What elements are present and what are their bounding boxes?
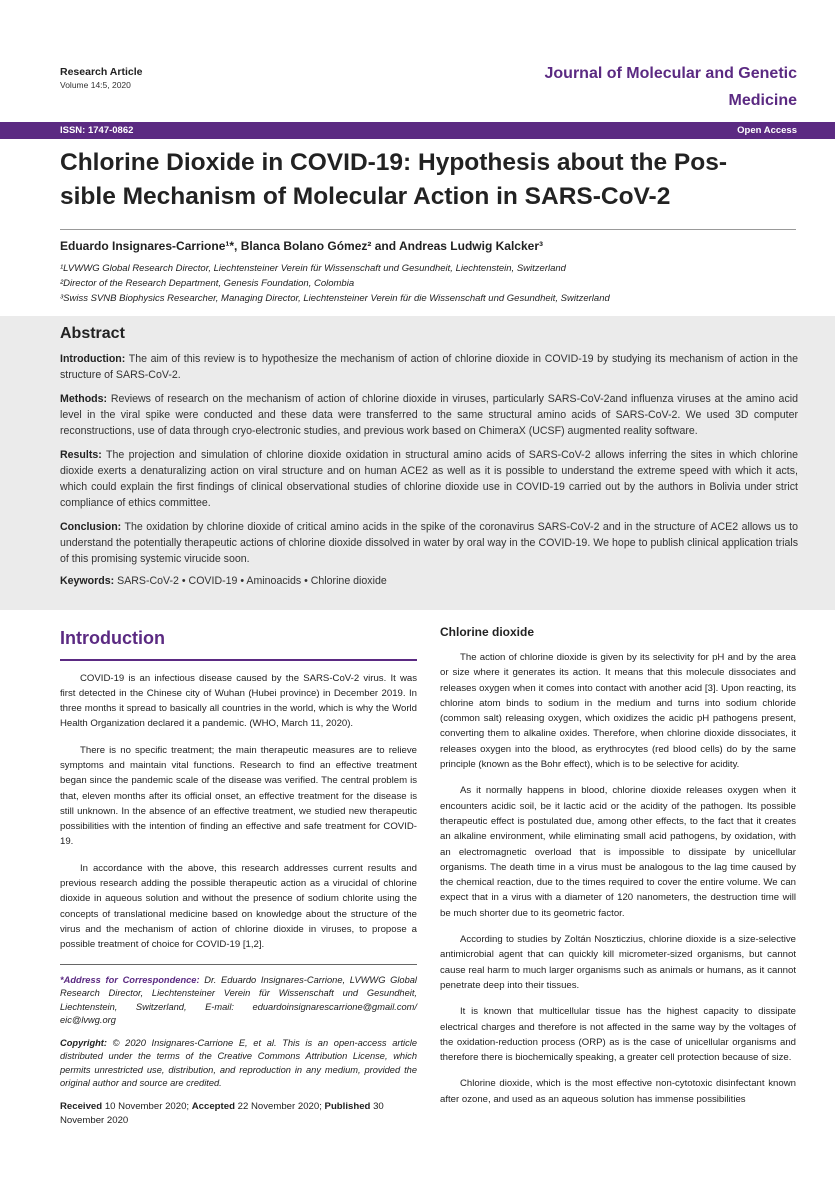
abstract-conclusion xyxy=(60,519,798,567)
abstract-results-text: The projection and simulation of chlorine dioxide oxidation in structural amino acids of SARS-CoV-2 allows inferring the sites in which chlorine dioxide exerts a denaturalizing action on viral structure and on human ACE2 as well as it is possible to understand the extreme speed with which it acts, which could explain the first findings of clinical observational studies of chlorine dioxide use in COVID-19 carried out by the authors in Bolivia under strict compliance of ethics committee. xyxy=(60,449,798,509)
affiliations xyxy=(60,261,610,306)
abstract-introduction-text: The aim of this review is to hypothesize the mechanism of action of chlorine dioxide in COVID-19 by studying its mechanism of action in the structure of SARS-CoV-2. xyxy=(60,353,798,381)
abstract-methods-label: Methods: xyxy=(60,393,108,405)
article-type: Research Article xyxy=(60,66,143,78)
abstract-introduction-label: Introduction: xyxy=(60,353,126,365)
published-date: 30 November 2020 xyxy=(60,1100,384,1126)
journal-name-line1: Journal of Molecular and Genetic xyxy=(544,65,797,82)
abstract-results-label: Results: xyxy=(60,449,102,461)
author-list: Eduardo Insignares-Carrione¹*, Blanca Bolano Gómez² and Andreas Ludwig Kalcker³ xyxy=(60,239,543,253)
copyright-note xyxy=(60,1037,417,1091)
correspondence-label: *Address for Correspondence: xyxy=(60,974,200,985)
received-date: 10 November 2020; xyxy=(104,1100,190,1112)
affiliation-2: ²Director of the Research Department, Genesis Foundation, Colombia xyxy=(60,278,355,289)
paper-title-line2: sible Mechanism of Molecular Action in SARS-CoV-2 xyxy=(60,183,671,210)
accepted-label: Accepted xyxy=(191,1100,235,1112)
abstract-methods xyxy=(60,391,798,439)
introduction-heading: Introduction xyxy=(60,628,165,648)
received-label: Received xyxy=(60,1100,103,1112)
introduction-paragraph-3: In accordance with the above, this research addresses current results and previous research adding the possible therapeutic action as a virucidal of chlorine dioxide in aqueous solution and without the presence of sodium chlorite using the concepts of translational medicine based on knowledge about the structure of the virus and the mechanism of action of chlorine dioxide in viruses, to propose a possible treatment of choice for COVID-19 [1,2]. xyxy=(60,862,417,951)
copyright-label: Copyright: xyxy=(60,1037,107,1048)
volume-info: Volume 14:5, 2020 xyxy=(60,80,131,90)
publication-dates xyxy=(60,1100,417,1128)
accepted-date: 22 November 2020; xyxy=(237,1100,322,1112)
chlorine-paragraph-2: As it normally happens in blood, chlorine dioxide releases oxygen when it encounters acidic soil, be it lactic acid or the acidity of the pathogen. Its possible therapeutic effect is postulated due, among other effects, to the fact that it creates an alkaline environment, while eliminating small acid pathogens, by oxidation, with an electromagnetic overload that is impossible to dissipate by unicellular organisms. The death time in a virus must be analogous to the lag time caused by the chemical reaction, due to the times required to cover the entire volume. We can expect that in a virus with a diameter of 120 nanometers, the destruction time will be much shorter due to its geometric factor. xyxy=(440,785,796,919)
abstract-section xyxy=(0,316,835,610)
paper-title xyxy=(60,146,800,214)
introduction-paragraph-2: There is no specific treatment; the main therapeutic measures are to relieve symptoms and maintain vital functions. Research to find an effective treatment began since the pandemic scale of the disease was verified. The central problem is that, eleven months after its official onset, an effective treatment for the disease is still unknown. In the absence of an effective treatment, we studied new therapeutic possibilities with the intention of finding an effective and safe treatment for COVID-19. xyxy=(60,744,417,848)
footnote-divider xyxy=(60,964,417,965)
issn: ISSN: 1747-0862 xyxy=(60,125,134,136)
abstract-heading: Abstract xyxy=(60,325,125,342)
correspondence-note xyxy=(60,974,417,1028)
header-band xyxy=(0,122,835,139)
chlorine-paragraph-3: According to studies by Zoltán Noszticzius, chlorine dioxide is a size-selective antimicrobial agent that can quickly kill micrometer-sized organisms, but cannot cause real harm to much larger organisms such as animals or humans, as it cannot penetrate deep into their tissues. xyxy=(440,934,796,991)
keywords xyxy=(60,575,798,587)
abstract-conclusion-label: Conclusion: xyxy=(60,521,122,533)
article-meta xyxy=(60,66,143,90)
abstract-conclusion-text: The oxidation by chlorine dioxide of critical amino acids in the spike of the coronavirus SARS-CoV-2 and in the structure of ACE2 allows us to understand the potentially therapeutic actions of chlorine dioxide dissolved in water by oral way in the COVID-19. We hope to publish clinical application trials of this promising systemic virucide soon. xyxy=(60,521,798,565)
journal-name-line2: Medicine xyxy=(728,92,797,109)
copyright-text: © 2020 Insignares-Carrione E, et al. This is an open-access article distributed under the terms of the Creative Commons Attribution License, which permits unrestricted use, distribution, and reproduction in any medium, provided the original author and source are credited. xyxy=(60,1037,417,1089)
right-column xyxy=(440,625,796,1118)
keywords-label: Keywords: xyxy=(60,575,115,587)
chlorine-paragraph-4: It is known that multicellular tissue has the highest capacity to dissipate electrical charges and therefore is not affected in the same way by the voltages of the oxidation-reduction process (ORP) as is the case of unicellular organisms and therefore there is biochemically speaking, a greater cell protection because of size. xyxy=(440,1006,796,1064)
open-access-label: Open Access xyxy=(737,125,797,136)
correspondence-text: Dr. Eduardo Insignares-Carrione, LVWWG Global Research Director, Liechtensteiner Verein für Wissenschaft und Gesundheit, Liechtenstein, Switzerland, E-mail: eduardoinsignarescarrione@gmail.com/ eic@lvwg.org xyxy=(60,974,417,1026)
paper-title-line1: Chlorine Dioxide in COVID-19: Hypothesis about the Pos- xyxy=(60,149,728,176)
abstract-methods-text: Reviews of research on the mechanism of action of chlorine dioxide in viruses, particularly SARS-CoV-2and influenza viruses at the amino acid level in the viral spike were conducted and these data were transferred to the same structural amino acids of SARS-CoV-2. We used 3D computer reconstructions, use of data through cryo-electronic studies, and previous work based on ChimeraX (UCSF) augmented reality software. xyxy=(60,393,798,437)
keywords-text: SARS-CoV-2 • COVID-19 • Aminoacids • Chlorine dioxide xyxy=(117,575,387,587)
introduction-paragraph-1: COVID-19 is an infectious disease caused by the SARS-CoV-2 virus. It was first detected in the Chinese city of Wuhan (Hubei province) in December 2019. In three months it spread to basically all countries in the world, which is why the World Health Organization declared it a pandemic. (WHO, March 11, 2020). xyxy=(60,672,417,730)
chlorine-dioxide-heading: Chlorine dioxide xyxy=(440,625,535,639)
introduction-underline xyxy=(60,659,417,661)
chlorine-paragraph-5: Chlorine dioxide, which is the most effective non-cytotoxic disinfectant known after ozone, and used as an aqueous solution has immense possibilities xyxy=(440,1078,796,1105)
affiliation-3: ³Swiss SVNB Biophysics Researcher, Managing Director, Liechtensteiner Verein für die Wissenschaft und Gesundheit, Switzerland xyxy=(60,293,610,304)
journal-name xyxy=(477,60,797,114)
title-divider xyxy=(60,229,796,230)
chlorine-paragraph-1: The action of chlorine dioxide is given by its selectivity for pH and by the area or size where it generates its action. It means that this molecule dissociates and releases oxygen when it comes into contact with another acid [3]. Upon reacting, its chlorine atom binds to sodium in the medium and turns into sodium chloride (common salt) releasing oxygen, which oxidizes the acidic pH pathogens present, converting them to alkaline oxides. Therefore, when chlorine dioxide dissociates, it releases oxygen into the blood, as erythrocytes (red blood cells) do by the same principle (known as the Bohr effect), which is to be selective for acidity. xyxy=(440,652,796,771)
published-label: Published xyxy=(324,1100,371,1112)
left-column xyxy=(60,625,417,1128)
affiliation-1: ¹LVWWG Global Research Director, Liechtensteiner Verein für Wissenschaft und Gesundheit, Liechtenstein, Switzerland xyxy=(60,263,566,274)
abstract-introduction xyxy=(60,351,798,383)
abstract-results xyxy=(60,447,798,511)
